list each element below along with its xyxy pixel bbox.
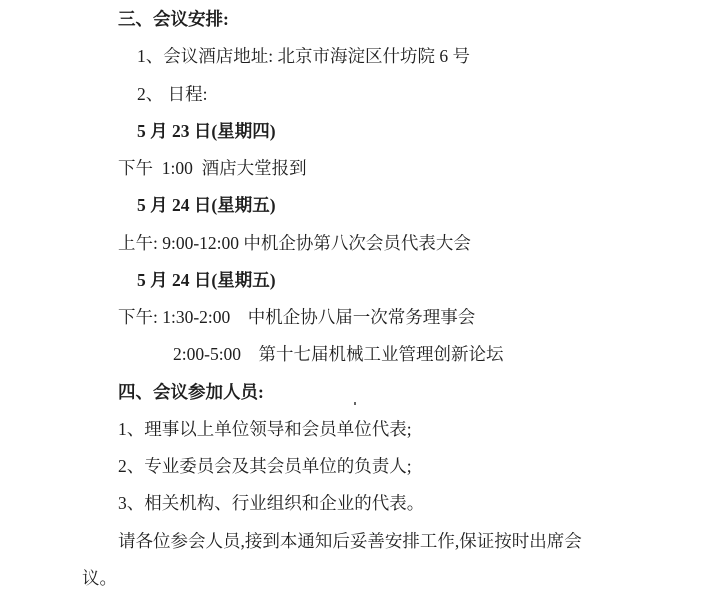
closing-paragraph-line-1: 请各位参会人员,接到本通知后妥善安排工作,保证按时出席会 bbox=[118, 530, 582, 551]
agenda-label-line: 2、 日程: bbox=[137, 83, 208, 104]
morning-schedule-line: 上午: 9:00-12:00 中机企协第八次会员代表大会 bbox=[118, 232, 471, 253]
afternoon-schedule-line-2: 2:00-5:00 第十七届机械工业管理创新论坛 bbox=[173, 344, 504, 365]
date-may-23-line: 5 月 23 日(星期四) bbox=[137, 120, 276, 141]
hotel-address-line: 1、会议酒店地址: 北京市海淀区什坊院 6 号 bbox=[137, 46, 470, 67]
participants-item-2: 2、专业委员会及其会员单位的负责人; bbox=[118, 456, 412, 476]
closing-paragraph-line-2: 议。 bbox=[82, 567, 117, 588]
section-4-heading: 四、会议参加人员: bbox=[118, 381, 264, 402]
section-3-heading: 三、会议安排: bbox=[118, 9, 229, 29]
date-may-24-line-2: 5 月 24 日(星期五) bbox=[137, 269, 276, 290]
date-may-24-line-1: 5 月 24 日(星期五) bbox=[137, 195, 276, 216]
scan-speck-artifact bbox=[354, 402, 356, 405]
afternoon-schedule-line-1: 下午: 1:30-2:00 中机企协八届一次常务理事会 bbox=[118, 307, 476, 327]
participants-item-1: 1、理事以上单位领导和会员单位代表; bbox=[118, 418, 412, 439]
checkin-schedule-line: 下午 1:00 酒店大堂报到 bbox=[118, 158, 307, 178]
participants-item-3: 3、相关机构、行业组织和企业的代表。 bbox=[118, 493, 425, 514]
